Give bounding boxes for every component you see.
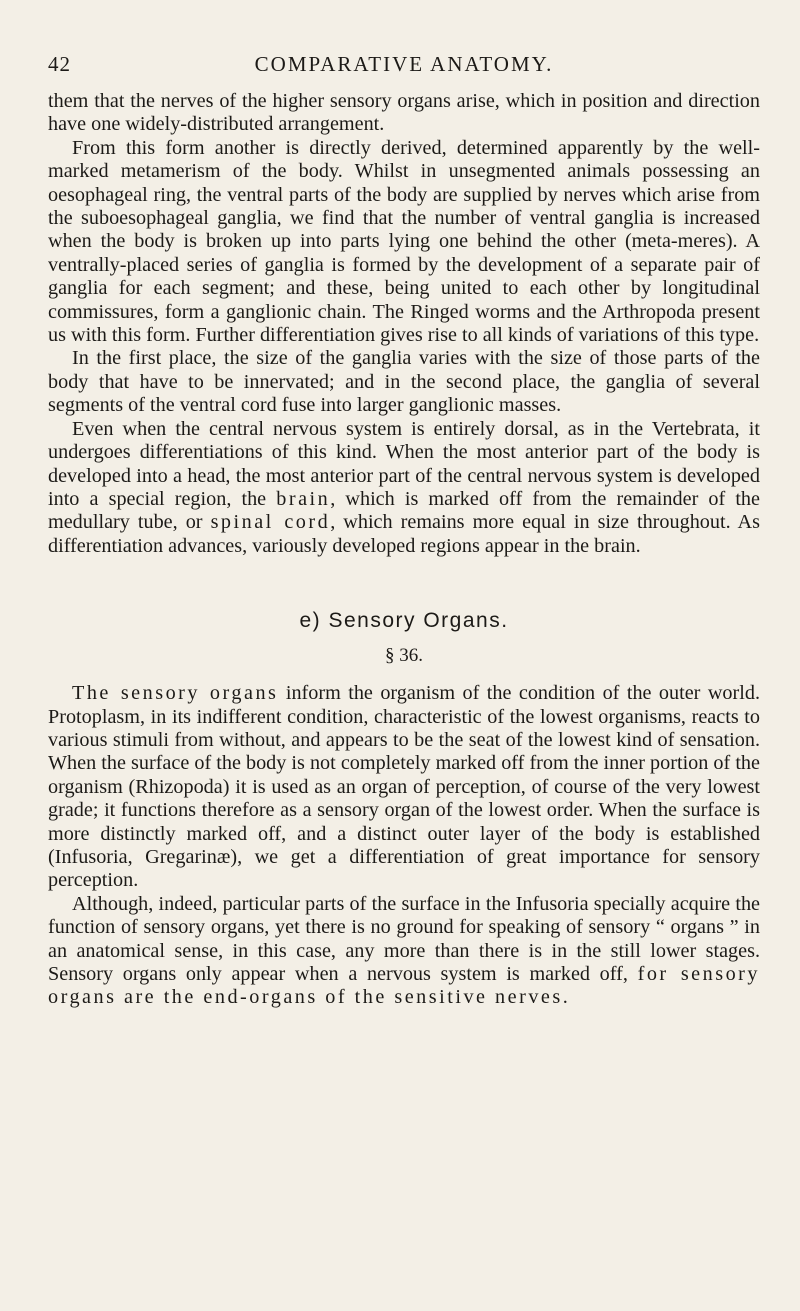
term-spinal-cord: spinal cord <box>210 511 331 534</box>
section-heading: e) Sensory Organs. <box>299 609 509 633</box>
book-page <box>48 50 760 1010</box>
body-text <box>48 90 760 1010</box>
text-run: , which remains more equal in size throughout. As differentiation advances, variously developed regions appear in the brain. <box>48 511 760 557</box>
section-number: § 36. <box>385 645 423 667</box>
paragraph-vertebrata <box>48 418 760 558</box>
text-run: Even when the central nervous system is entirely dorsal, as in the Vertebrata, it undergoes differentiations of this kind. When the most anterior part of the body is developed into a head, the most anterior part of the central nervous system is developed into a special region, the <box>48 417 760 510</box>
page-header <box>48 50 760 90</box>
running-title: COMPARATIVE ANATOMY. <box>254 52 554 76</box>
text-run: inform the organism of the condition of the outer world. Protoplasm, in its indifferent condition, characteristic of the lowest organisms, reacts to various stimuli from without, and appears to be the seat of the lowest kind of sensation. When the surface of the body is not completely marked off from the inner portion of the organism (Rhizopoda) it is used as an organ of perception, of course of the very lowest grade; it functions therefore as a sensory organ of the lowest order. When the surface is more distinctly marked off, and a distinct outer layer of the body is established (Infusoria, Gregarinæ), we get a differentiation of great importance for sensory perception. <box>48 682 760 892</box>
page-number: 42 <box>48 52 71 76</box>
text-run: Although, indeed, particular parts of the surface in the Infusoria specially acquire the function of sensory organs, yet there is no ground for speaking of sensory “ organs ” in an anatomical sense, in this case, any more than there is in the still lower stages. Sensory organs only appear when a nervous system is marked off, <box>48 892 760 985</box>
term-brain: brain <box>276 487 331 510</box>
paragraph: From this form another is directly derived, determined apparently by the well-marked metamerism of the body. Whilst in unsegmented animals possessing an oesophageal ring, the ventral parts of the body are supplied by nerves which arise from the suboesophageal ganglia, we find that the number of ventral ganglia is increased when the body is broken up into parts lying one behind the other (meta-meres). A ventrally-placed series of ganglia is formed by the development of a separate pair of ganglia for each segment; and these, being united to each other by longitudinal commissures, form a ganglionic chain. The Ringed worms and the Arthropoda present us with this form. Further differentiation gives rise to all kinds of variations of this type. <box>48 136 760 347</box>
paragraph-last <box>48 893 760 1010</box>
text-run: , which is marked off from the remainder of the medullary tube, or <box>48 487 760 534</box>
paragraph: In the first place, the size of the ganglia varies with the size of those parts of the body that have to be innervated; and in the second place, the ganglia of several segments of the ventral cord fuse into larger ganglionic masses. <box>48 347 760 417</box>
term-sensory-organs: The sensory organs <box>72 682 279 705</box>
emphasis-text: for sensory organs are the end-organs of the sensitive nerves. <box>48 963 760 1009</box>
paragraph-sensory <box>48 682 760 893</box>
paragraph: them that the nerves of the higher sensory organs arise, which in position and direction have one widely-distributed arrangement. <box>48 90 760 136</box>
